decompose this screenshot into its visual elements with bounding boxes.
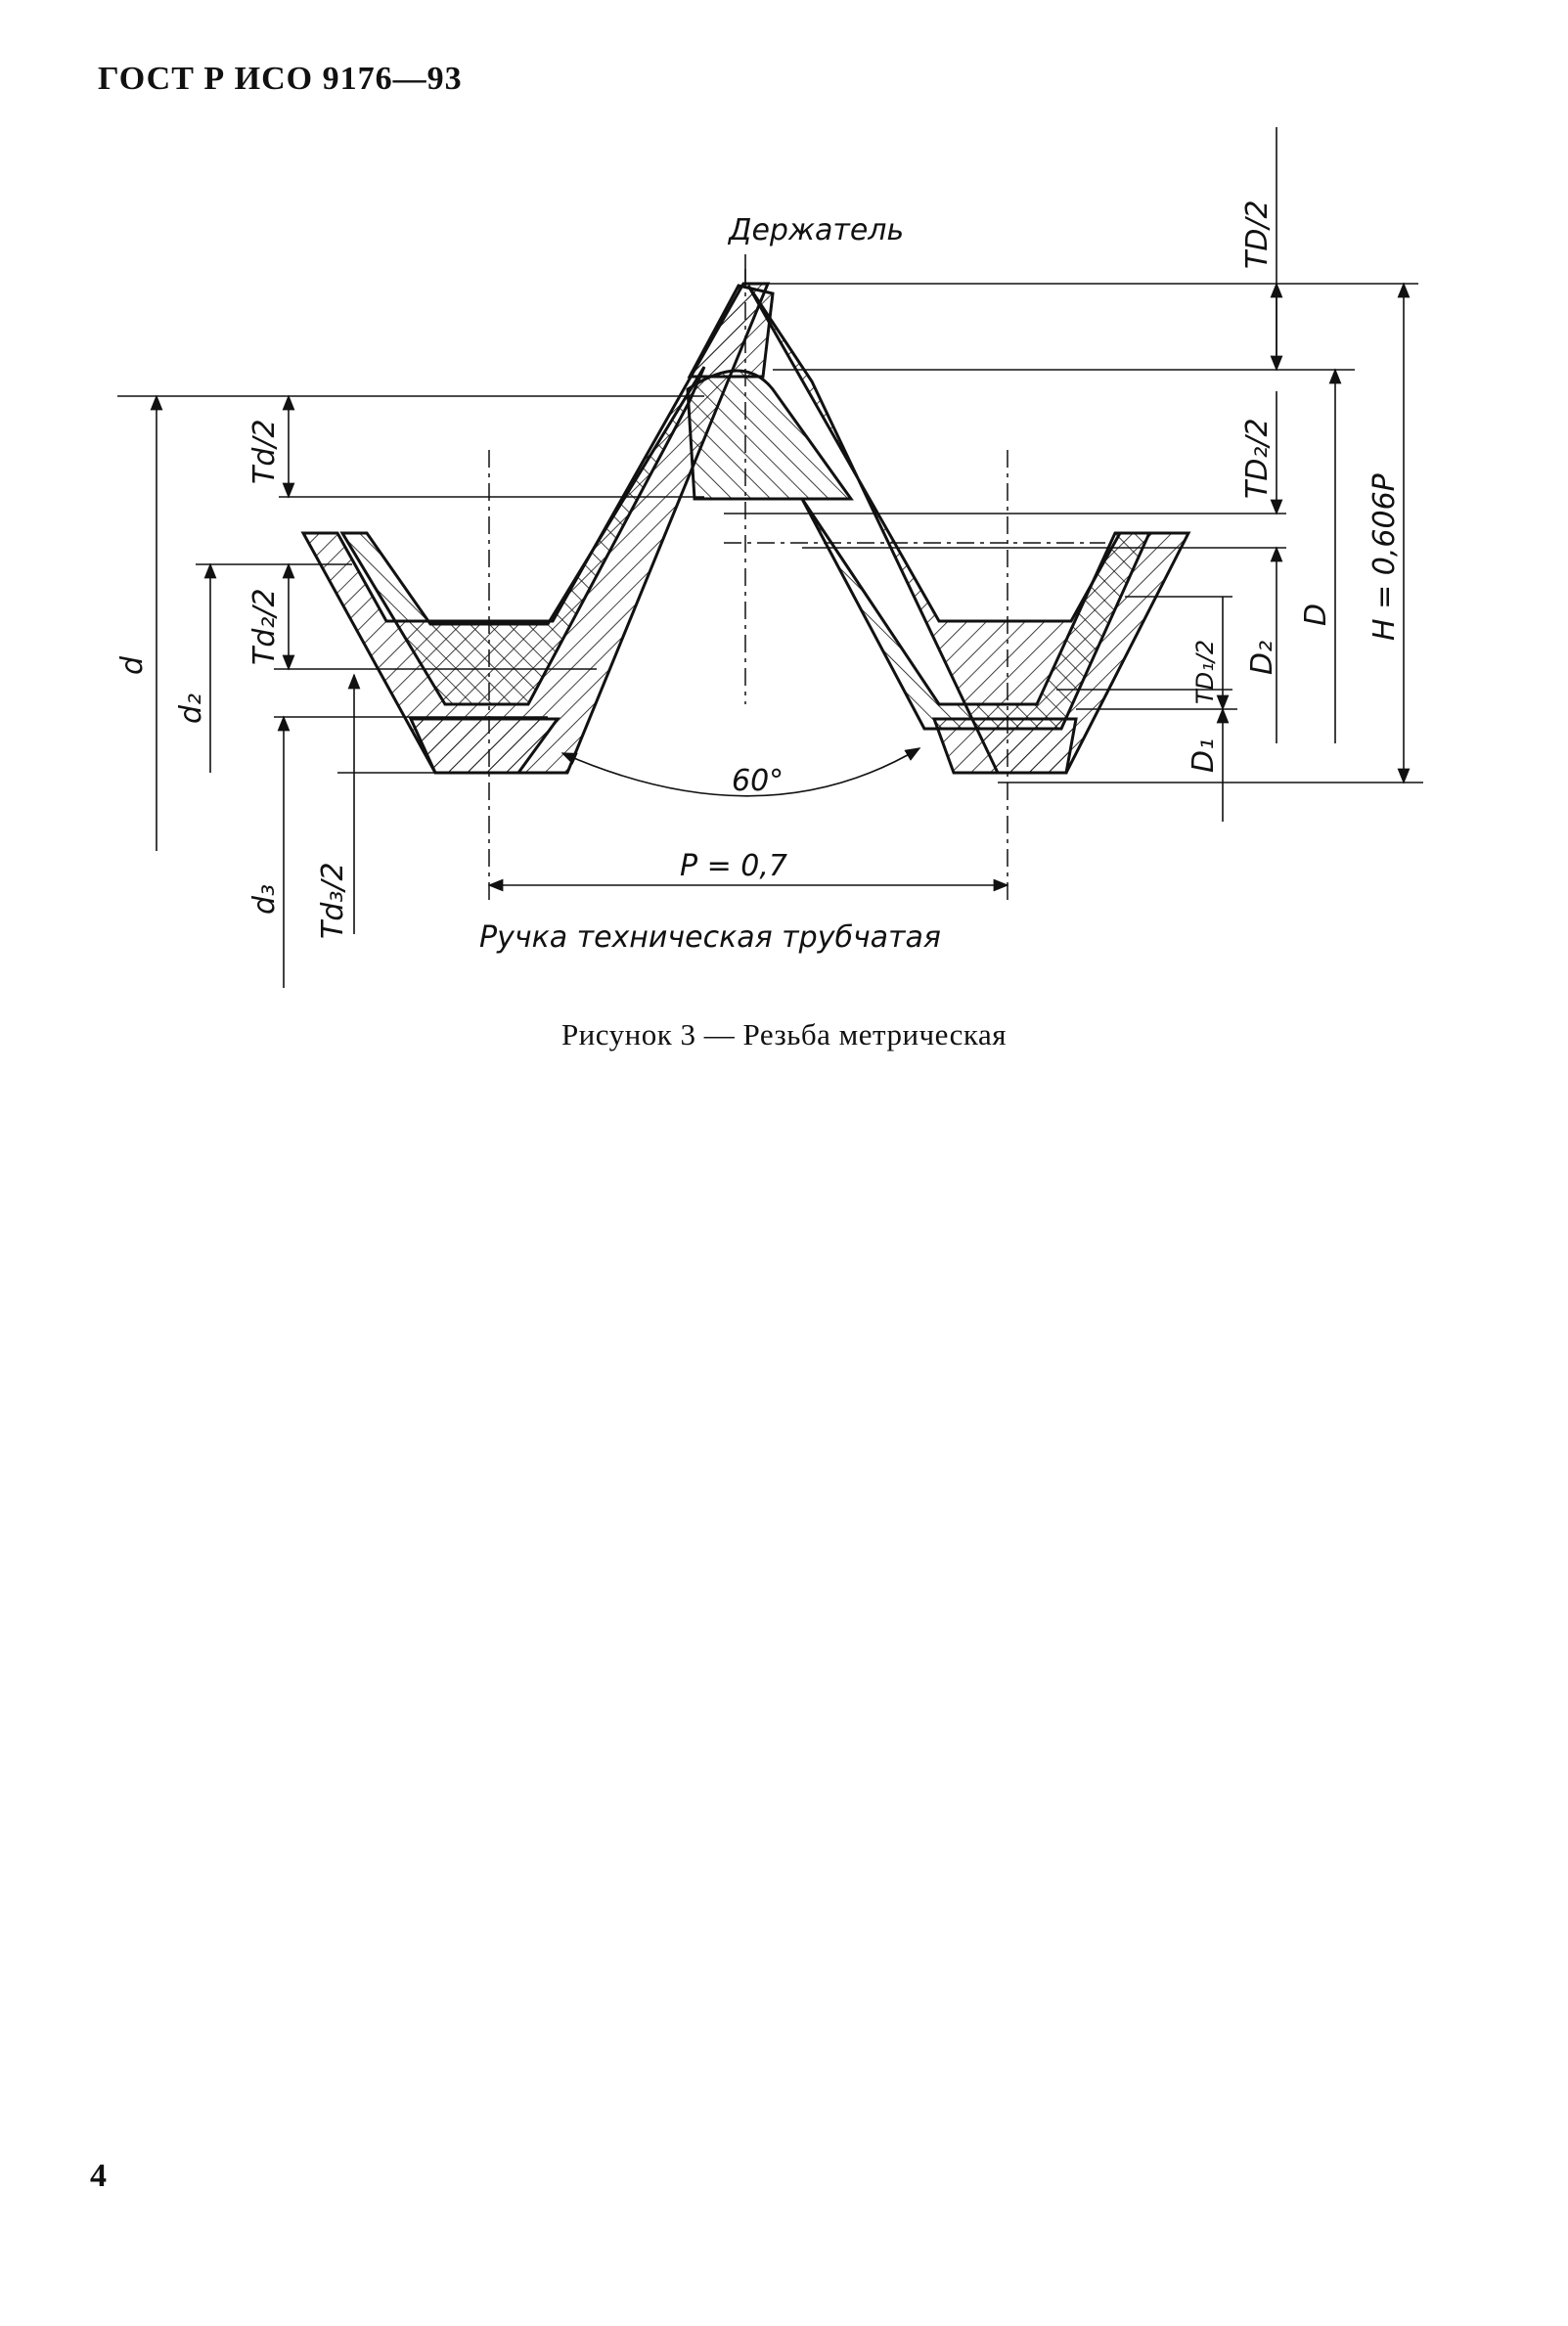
thread-figure [0, 0, 1568, 1017]
document-header: ГОСТ Р ИСО 9176—93 [98, 61, 463, 97]
label-TD-2: TD/2 [1240, 200, 1275, 269]
label-D: D [1299, 603, 1333, 626]
right-outer-band [748, 286, 1188, 773]
lower-right-wedge [934, 719, 1076, 773]
label-Td3-2: Td₃/2 [316, 862, 350, 939]
label-handle: Ручка техническая трубчатая [479, 920, 941, 955]
label-TD1-2: TD₁/2 [1191, 639, 1219, 704]
label-d2: d₂ [174, 693, 208, 724]
crest-body [688, 371, 851, 499]
label-D2: D₂ [1245, 640, 1279, 675]
label-d: d [115, 655, 150, 675]
top-crest [690, 286, 773, 377]
label-angle: 60° [732, 764, 784, 798]
left-outer-band [303, 284, 768, 773]
label-d3: d₃ [247, 883, 282, 915]
figure-caption: Рисунок 3 — Резьба метрическая [560, 1017, 1008, 1051]
label-pitch: P = 0,7 [680, 849, 788, 883]
label-Td2-2: Td₂/2 [247, 588, 282, 665]
label-holder: Держатель [729, 213, 905, 247]
page-number: 4 [90, 2158, 107, 2194]
label-D1: D₁ [1187, 738, 1221, 773]
label-TD2-2: TD₂/2 [1240, 418, 1275, 499]
label-Td-2: Td/2 [247, 419, 282, 484]
label-H: H = 0,606P [1367, 473, 1402, 641]
thread-drawing [0, 0, 1568, 1017]
